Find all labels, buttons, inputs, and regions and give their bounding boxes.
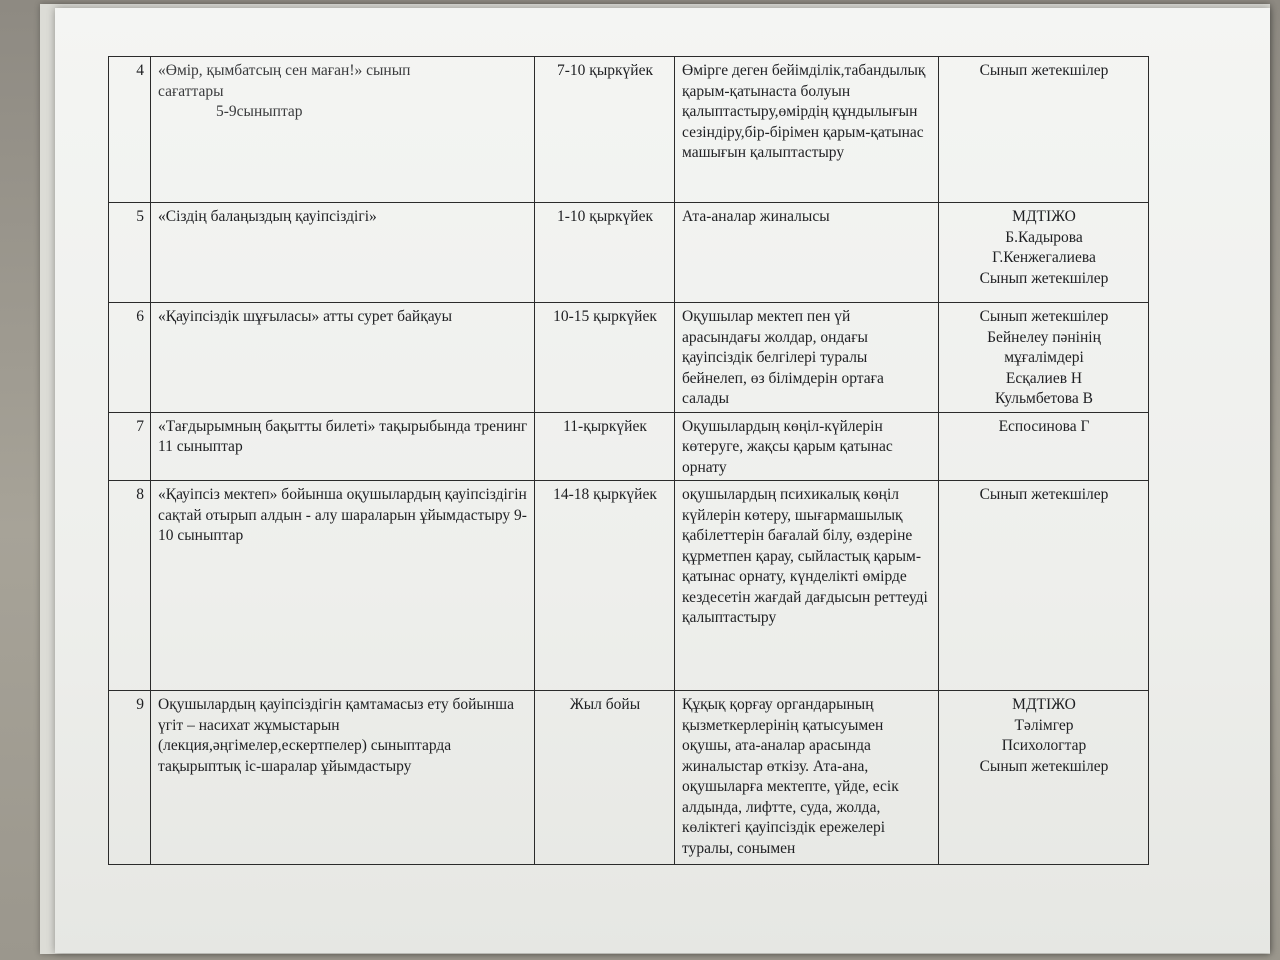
responsible-name: Сынып жетекшілер (979, 62, 1109, 79)
event-text: «Өмір, қымбатсың сен маған!» сынып (158, 62, 411, 79)
event-text: «Қауіпсіз мектеп» бойынша оқушылардың қауіпсіздігін сақтай отырып алдын - алу шараларын ұйымдастыру 9-10 сыныптар (158, 486, 527, 544)
row-number: 6 (109, 303, 151, 413)
date-cell: Жыл бойы (535, 691, 675, 865)
goal-cell: Оқушылар мектеп пен үй арасындағы жолдар, ондағы қауіпсіздік белгілері туралы бейнелеп, өз білімдерін ортаға салады (675, 303, 939, 413)
responsible-cell (939, 303, 1149, 413)
table-row (109, 481, 1149, 691)
responsible-name: Сынып жетекшілер (979, 308, 1109, 325)
table-row (109, 57, 1149, 203)
row-number: 5 (109, 203, 151, 303)
table-row (109, 691, 1149, 865)
row-number: 9 (109, 691, 151, 865)
goal-cell: оқушылардың психикалық көңіл күйлерін көтеру, шығармашылық қабілеттерін бағалай білу, өздеріне құрметпен қарау, сыйластық қарым-қатынас орнату, күнделікті өмірде кездесетін жағдай дағдысын реттеуді қалыптастыру (675, 481, 939, 691)
event-plan-table (108, 56, 1149, 865)
event-text: «Тағдырымның бақытты билеті» тақырыбында тренинг 11 сыныптар (158, 417, 528, 455)
event-text: «Сіздің балаңыздың қауіпсіздігі» (158, 208, 377, 225)
responsible-name: МДТІЖО (1012, 208, 1076, 225)
goal-cell: Өмірге деген бейімділік,табандылық қарым-қатынаста болуын қалыптастыру,өмірдің құндылығын сезіндіру,бір-бірімен қарым-қатынас машығын қалыптастыру (675, 57, 939, 203)
responsible-cell (939, 691, 1149, 865)
table-row (109, 412, 1149, 481)
row-number: 7 (109, 412, 151, 481)
event-cell (151, 412, 535, 481)
responsible-name: Сынып жетекшілер (979, 269, 1109, 287)
goal-cell: Оқушылардың көңіл-күйлерін көтеруге, жақсы қарым қатынас орнату (675, 412, 939, 481)
event-text: сағаттары (158, 82, 224, 100)
event-cell (151, 481, 535, 691)
date-cell: 7-10 қыркүйек (535, 57, 675, 203)
event-cell (151, 203, 535, 303)
responsible-name: Психологтар (1001, 737, 1087, 754)
responsible-cell (939, 412, 1149, 481)
responsible-cell (939, 481, 1149, 691)
responsible-name: МДТІЖО (1012, 696, 1076, 713)
responsible-cell (939, 57, 1149, 203)
goal-cell: Ата-аналар жиналысы (675, 203, 939, 303)
responsible-name: Есқалиев Н (1005, 369, 1083, 387)
responsible-name: Сынып жетекшілер (979, 486, 1109, 503)
date-cell: 11-қыркүйек (535, 412, 675, 481)
row-number: 8 (109, 481, 151, 691)
table-row (109, 303, 1149, 413)
responsible-name: Б.Кадырова (1005, 228, 1083, 246)
event-text: Оқушылардың қауіпсіздігін қамтамасыз ету бойынша үгіт – насихат жұмыстарын (лекция,әңгімелер,ескертпелер) сыныптарда тақырыптық іс-шаралар ұйымдастыру (158, 696, 514, 775)
row-number: 4 (109, 57, 151, 203)
responsible-name: Бейнелеу пәнінің (987, 328, 1101, 346)
goal-cell: Құқық қорғау органдарының қызметкерлерінің қатысуымен оқушы, ата-аналар арасында жиналыстар өткізу. Ата-ана, оқушыларға мектепте, үйде, есік алдында, лифтте, суда, жолда, көліктегі қауіпсіздік ережелері туралы, сонымен (675, 691, 939, 865)
event-subtext: 5-9сыныптар (216, 103, 303, 120)
event-cell (151, 303, 535, 413)
responsible-cell (939, 203, 1149, 303)
responsible-name: Г.Кенжегалиева (992, 249, 1096, 266)
event-text: «Қауіпсіздік шұғыласы» атты сурет байқауы (158, 308, 453, 325)
responsible-name: Еспосинова Г (998, 417, 1090, 435)
event-cell (151, 691, 535, 865)
responsible-name: мұғалімдері (1004, 349, 1084, 366)
date-cell: 1-10 қыркүйек (535, 203, 675, 303)
responsible-name: Тәлімгер (1014, 716, 1074, 734)
date-cell: 14-18 қыркүйек (535, 481, 675, 691)
table-row (109, 203, 1149, 303)
event-cell (151, 57, 535, 203)
responsible-name: Кульмбетова В (995, 390, 1093, 407)
date-cell: 10-15 қыркүйек (535, 303, 675, 413)
responsible-name: Сынып жетекшілер (979, 757, 1109, 775)
